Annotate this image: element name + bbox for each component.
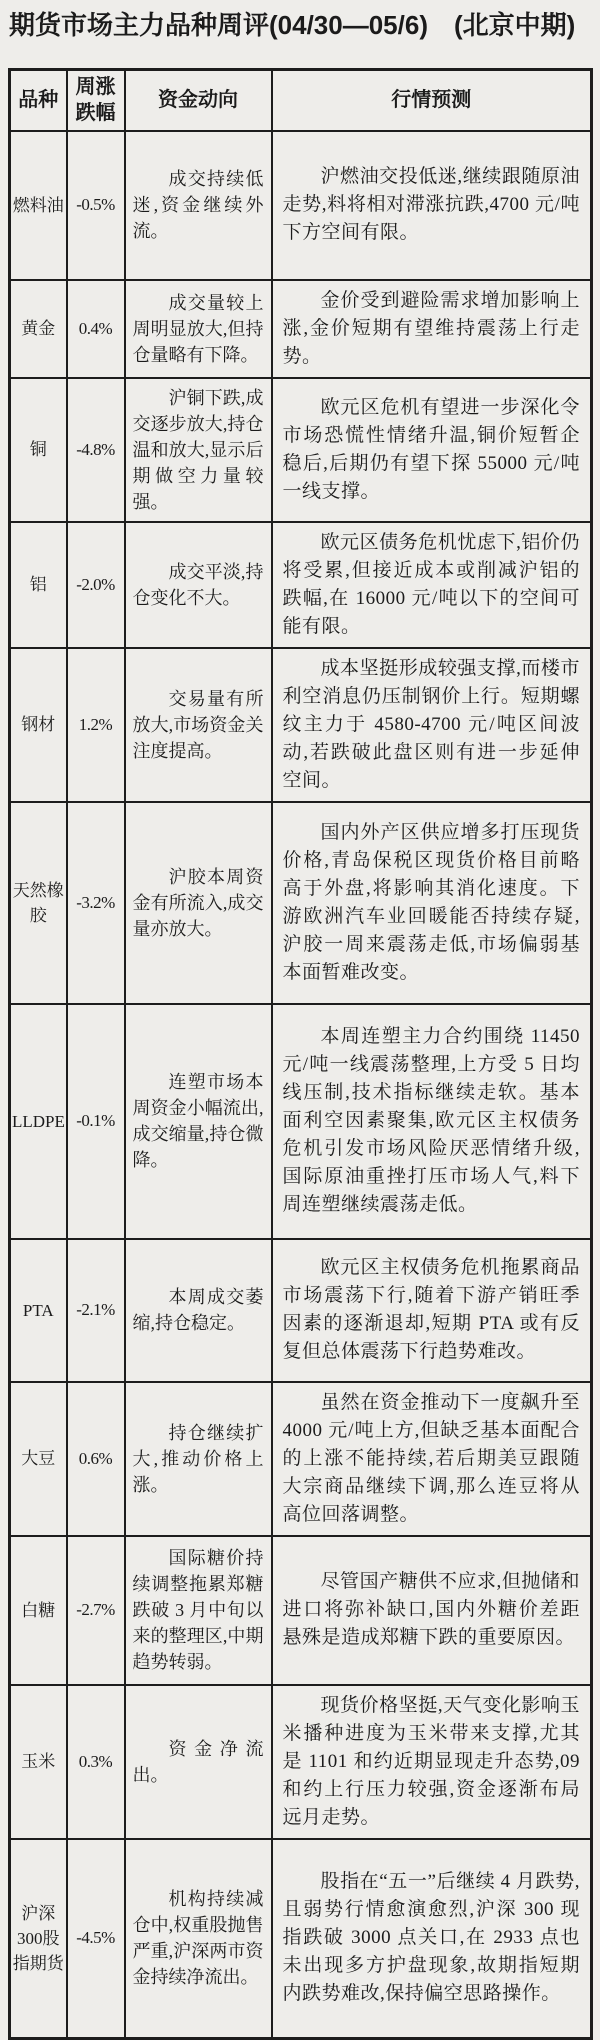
forecast-cell: 欧元区主权债务危机拖累商品市场震荡下行,随着下游产销旺季因素的逐渐退却,短期 PTA 或有反复但总体震荡下行趋势难改。: [272, 1239, 592, 1382]
scanned-article-page: [0, 8, 600, 2005]
variety-cell: 钢材: [10, 648, 67, 802]
variety-cell: LLDPE: [10, 1004, 67, 1239]
variety-cell: 黄金: [10, 280, 67, 378]
row-natural-rubber: [10, 802, 592, 1004]
capital-flow-cell: 资金净流出。: [125, 1685, 272, 1839]
variety-cell: 沪深300股指期货: [10, 1839, 67, 2039]
capital-flow-cell: 交易量有所放大,市场资金关注度提高。: [125, 648, 272, 802]
forecast-cell: 欧元区债务危机忧虑下,铝价仍将受累,但接近成本或削减沪铝的跌幅,在 16000 元/吨以下的空间可能有限。: [272, 522, 592, 648]
capital-flow-cell: 连塑市场本周资金小幅流出,成交缩量,持仓微降。: [125, 1004, 272, 1239]
row-pta: [10, 1239, 592, 1382]
change-cell: 1.2%: [67, 648, 125, 802]
change-cell: 0.6%: [67, 1382, 125, 1536]
variety-cell: PTA: [10, 1239, 67, 1382]
variety-cell: 白糖: [10, 1536, 67, 1685]
table-body: [10, 131, 592, 2039]
change-cell: -0.1%: [67, 1004, 125, 1239]
forecast-cell: 本周连塑主力合约围绕 11450 元/吨一线震荡整理,上方受 5 日均线压制,技术指标继续走软。基本面利空因素聚集,欧元区主权债务危机引发市场风险厌恶情绪升级,国际原油重挫打压市场人气,料下周连塑继续震荡走低。: [272, 1004, 592, 1239]
variety-cell: 玉米: [10, 1685, 67, 1839]
row-fuel-oil: [10, 131, 592, 280]
forecast-cell: 尽管国产糖供不应求,但抛储和进口将弥补缺口,国内外糖价差距悬殊是造成郑糖下跌的重要原因。: [272, 1536, 592, 1685]
table-header: [10, 70, 592, 131]
row-aluminum: [10, 522, 592, 648]
forecast-cell: 国内外产区供应增多打压现货价格,青岛保税区现货价格目前略高于外盘,将影响其消化速度。下游欧洲汽车业回暖能否持续存疑,沪胶一周来震荡走低,市场偏弱基本面暂难改变。: [272, 802, 592, 1004]
change-cell: -0.5%: [67, 131, 125, 280]
variety-cell: 铝: [10, 522, 67, 648]
capital-flow-cell: 本周成交萎缩,持仓稳定。: [125, 1239, 272, 1382]
row-gold: [10, 280, 592, 378]
forecast-cell: 股指在“五一”后继续 4 月跌势,且弱势行情愈演愈烈,沪深 300 现指跌破 3000 点关口,在 2933 点也未出现多方护盘现象,故期指短期内跌势难改,保持偏空思路操作。: [272, 1839, 592, 2039]
forecast-cell: 沪燃油交投低迷,继续跟随原油走势,料将相对滞涨抗跌,4700 元/吨下方空间有限。: [272, 131, 592, 280]
capital-flow-cell: 机构持续减仓中,权重股抛售严重,沪深两市资金持续净流出。: [125, 1839, 272, 2039]
page-title: 期货市场主力品种周评(04/30—05/6) (北京中期): [9, 10, 576, 40]
change-cell: -2.7%: [67, 1536, 125, 1685]
row-white-sugar: [10, 1536, 592, 1685]
change-cell: -4.5%: [67, 1839, 125, 2039]
forecast-cell: 虽然在资金推动下一度飙升至 4000 元/吨上方,但缺乏基本面配合的上涨不能持续,若后期美豆跟随大宗商品继续下调,那么连豆将从高位回落调整。: [272, 1382, 592, 1536]
variety-cell: 大豆: [10, 1382, 67, 1536]
capital-flow-cell: 沪胶本周资金有所流入,成交量亦放大。: [125, 802, 272, 1004]
forecast-cell: 成本坚挺形成较强支撑,而楼市利空消息仍压制钢价上行。短期螺纹主力于 4580-4700 元/吨区间波动,若跌破此盘区则有进一步延伸空间。: [272, 648, 592, 802]
change-cell: 0.4%: [67, 280, 125, 378]
header-row: [10, 70, 592, 131]
row-csi300-index-futures: [10, 1839, 592, 2039]
change-cell: -2.1%: [67, 1239, 125, 1382]
futures-weekly-review-table: [8, 68, 593, 2040]
variety-cell: 铜: [10, 378, 67, 522]
change-cell: -3.2%: [67, 802, 125, 1004]
capital-flow-cell: 成交平淡,持仓变化不大。: [125, 522, 272, 648]
variety-cell: 天然橡胶: [10, 802, 67, 1004]
capital-flow-cell: 持仓继续扩大,推动价格上涨。: [125, 1382, 272, 1536]
row-lldpe: [10, 1004, 592, 1239]
forecast-cell: 现货价格坚挺,天气变化影响玉米播种进度为玉米带来支撑,尤其是 1101 和约近期显现走升态势,09 和约上行压力较强,资金逐渐布局远月走势。: [272, 1685, 592, 1839]
row-soybean: [10, 1382, 592, 1536]
capital-flow-cell: 沪铜下跌,成交逐步放大,持仓温和放大,显示后期做空力量较强。: [125, 378, 272, 522]
forecast-cell: 欧元区危机有望进一步深化令市场恐慌性情绪升温,铜价短暂企稳后,后期仍有望下探 55000 元/吨一线支撑。: [272, 378, 592, 522]
row-steel: [10, 648, 592, 802]
change-cell: -2.0%: [67, 522, 125, 648]
change-cell: -4.8%: [67, 378, 125, 522]
col-header-forecast: 行情预测: [272, 70, 592, 131]
row-copper: [10, 378, 592, 522]
capital-flow-cell: 成交持续低迷,资金继续外流。: [125, 131, 272, 280]
row-corn: [10, 1685, 592, 1839]
col-header-capital-flow: 资金动向: [125, 70, 272, 131]
col-header-weekly-change: 周涨跌幅: [67, 70, 125, 131]
variety-cell: 燃料油: [10, 131, 67, 280]
forecast-cell: 金价受到避险需求增加影响上涨,金价短期有望维持震荡上行走势。: [272, 280, 592, 378]
col-header-variety: 品种: [10, 70, 67, 131]
capital-flow-cell: 成交量较上周明显放大,但持仓量略有下降。: [125, 280, 272, 378]
capital-flow-cell: 国际糖价持续调整拖累郑糖跌破 3 月中旬以来的整理区,中期趋势转弱。: [125, 1536, 272, 1685]
change-cell: 0.3%: [67, 1685, 125, 1839]
